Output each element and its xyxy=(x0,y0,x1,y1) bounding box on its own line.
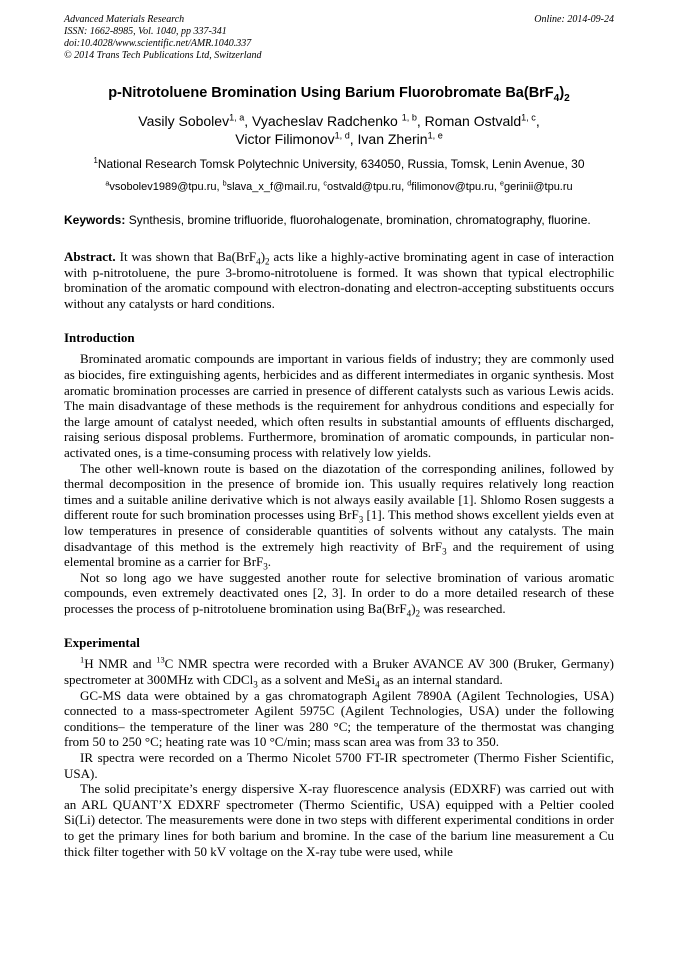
para-sub: 3 xyxy=(253,679,258,690)
intro-paragraph-3 xyxy=(64,570,614,617)
para-text: ) xyxy=(411,600,416,616)
journal-header xyxy=(64,14,614,62)
title-close: ) xyxy=(559,85,565,101)
keywords-label: Keywords: xyxy=(64,213,126,227)
email-address[interactable]: ostvald@tpu.ru, xyxy=(326,181,408,193)
intro-paragraph-1: Brominated aromatic compounds are important in various fields of industry; they are commonly used as biocides, fire extinguishing agents, herbicides and as different intermediates in organic synthesis. Most aromatic bromination processes are carried in presence of different catalysts such as various Lewis acids. The main disadvantage of these methods is the requirement for anhydrous conditions and especially for the large amount of catalyst needed, which often results in substantial amounts of effluents discharged, raising serious disposal problems. Furthermore, bromination of aromatic compounds, in particular non-activated ones, is a time-consuming process with relatively low yields. xyxy=(64,351,614,460)
paper-page xyxy=(64,14,614,859)
email-address[interactable]: slava_x_f@mail.ru, xyxy=(226,181,324,193)
para-text: The other well-known route is based on the diazotation of the corresponding anilines, followed by thermal decomposition in the presence of bromide ion. This usually requires relatively long reaction times and a suitable aniline derivative which is not always easily available [1]. Shlomo Rosen suggests a different route for such bromination processes using BrF xyxy=(64,460,614,523)
para-text: [1]. This method shows excellent yields even at low temperatures in presence of considerable quantities of solvents without any catalysts. The main disadvantage of this method is the extremely high reactivity of BrF xyxy=(64,507,614,554)
affiliation-text: National Research Tomsk Polytechnic University, 634050, Russia, Tomsk, Lenin Avenue, 30 xyxy=(97,157,585,171)
email-mark: e xyxy=(500,179,504,188)
email-mark: b xyxy=(222,179,227,188)
intro-paragraph-2 xyxy=(64,461,614,570)
author-sep: , xyxy=(349,131,358,147)
journal-copyright: © 2014 Trans Tech Publications Ltd, Switzerland xyxy=(64,50,262,61)
para-sub: 3 xyxy=(358,514,364,525)
author-sep: , xyxy=(244,113,253,129)
affiliation-mark: 1 xyxy=(93,156,98,165)
online-date: Online: 2014-09-24 xyxy=(534,14,614,25)
author-affil: 1, d xyxy=(334,130,350,141)
abstract xyxy=(64,249,614,311)
para-sup: 13 xyxy=(156,655,165,666)
author-name: Vasily Sobolev xyxy=(138,113,230,129)
section-heading-introduction: Introduction xyxy=(64,330,135,346)
abstract-sub: 4 xyxy=(256,256,261,267)
abstract-text: ) xyxy=(260,249,266,264)
email-mark: c xyxy=(323,179,327,188)
email-mark: a xyxy=(105,179,110,188)
journal-name: Advanced Materials Research xyxy=(64,14,185,25)
email-address[interactable]: gerinii@tpu.ru xyxy=(504,181,573,193)
author-list xyxy=(64,112,614,148)
exp-paragraph-3: IR spectra were recorded on a Thermo Nicolet 5700 FT-IR spectrometer (Thermo Fisher Scientific, USA). xyxy=(64,750,614,781)
author-affil: 1, a xyxy=(229,112,245,123)
author-affil: 1, c xyxy=(521,112,536,123)
title-sub-2: 2 xyxy=(564,92,570,104)
author-sep: , xyxy=(416,113,425,129)
para-text: and the requirement of using elemental bromine as a carrier for BrF xyxy=(64,538,614,570)
para-text: as a solvent and MeSi xyxy=(257,672,376,688)
abstract-text: acts like a highly-active brominating agent in case of interaction with p-nitrotoluene, the pure 3-bromo-nitrotoluene is formed. It was shown that typical electrophilic bromination of the aromatic compound with electron-donating and electron-accepting substituents occurs without any catalysts or hard conditions. xyxy=(64,249,615,311)
email-address[interactable]: vsobolev1989@tpu.ru, xyxy=(109,181,223,193)
para-sub: 4 xyxy=(375,679,380,690)
author-name: Ivan Zherin xyxy=(357,131,428,147)
para-text: . xyxy=(267,554,272,570)
author-name: Roman Ostvald xyxy=(424,113,522,129)
para-text: C NMR spectra were recorded with a Bruker AVANCE AV 300 (Bruker, Germany) spectrometer at 300MHz with CDCl xyxy=(64,656,615,688)
para-sup: 1 xyxy=(80,655,85,666)
para-text: as an internal standard. xyxy=(379,672,503,688)
para-sub: 3 xyxy=(442,546,447,557)
title-text: p-Nitrotoluene Bromination Using Barium Fluorobromate Ba(BrF xyxy=(108,85,554,101)
title-sub-4: 4 xyxy=(553,92,560,104)
author-name: Victor Filimonov xyxy=(235,131,335,147)
exp-paragraph-2: GC-MS data were obtained by a gas chromatograph Agilent 7890A (Agilent Technologies, USA) connected to a mass-spectrometer Agilent 5975C (Agilent Technologies, USA) under the following conditions– the temperature of the liner was 280 °C; the temperature of the thermostat was changing from 50 to 250 °C; heating rate was 10 °C/min; mass scan area was from 33 to 350. xyxy=(64,687,614,750)
para-sub: 4 xyxy=(406,608,412,619)
exp-paragraph-4: The solid precipitate’s energy dispersive X-ray fluorescence analysis (EDXRF) was carried out with an ARL QUANT’X EDXRF spectrometer (Thermo Scientific, USA) equipped with a Peltier cooled Si(Li) detector. The measurements were done in two steps with different experimental conditions in order to get the primary lines for both barium and bromine. In the case of the barium line measurement a Cu thick filter together with 50 kV voltage on the X-ray tube were used, while xyxy=(64,781,614,859)
keywords xyxy=(64,213,614,228)
journal-issn: ISSN: 1662-8985, Vol. 1040, pp 337-341 xyxy=(64,26,227,37)
journal-doi: doi:10.4028/www.scientific.net/AMR.1040.337 xyxy=(64,38,252,49)
para-sub: 3 xyxy=(263,561,268,572)
para-text: was researched. xyxy=(420,600,506,616)
email-mark: d xyxy=(407,179,412,188)
author-affil: 1, e xyxy=(427,130,443,141)
author-name: Vyacheslav Radchenko xyxy=(252,113,402,129)
section-heading-experimental: Experimental xyxy=(64,635,140,651)
abstract-label: Abstract. xyxy=(64,249,116,264)
author-sep: , xyxy=(535,113,540,129)
affiliation xyxy=(64,157,614,172)
author-affil: 1, b xyxy=(401,112,417,123)
para-text: Not so long ago we have suggested another route for selective bromination of various aromatic compounds, even extremely deactivated ones [2, 3]. In order to do a more detailed research of these processes the process of p-nitrotoluene bromination using Ba(BrF xyxy=(64,569,614,616)
para-sub: 2 xyxy=(415,608,421,619)
email-address[interactable]: filimonov@tpu.ru, xyxy=(411,181,501,193)
para-text: H NMR and xyxy=(84,656,157,672)
exp-paragraph-1 xyxy=(64,655,615,690)
email-list xyxy=(64,180,614,194)
keywords-text: Synthesis, bromine trifluoride, fluorohalogenate, bromination, chromatography, fluorine. xyxy=(125,213,591,227)
abstract-sub: 2 xyxy=(265,256,270,267)
abstract-text: It was shown that Ba(BrF xyxy=(115,249,257,264)
paper-title xyxy=(64,84,614,102)
